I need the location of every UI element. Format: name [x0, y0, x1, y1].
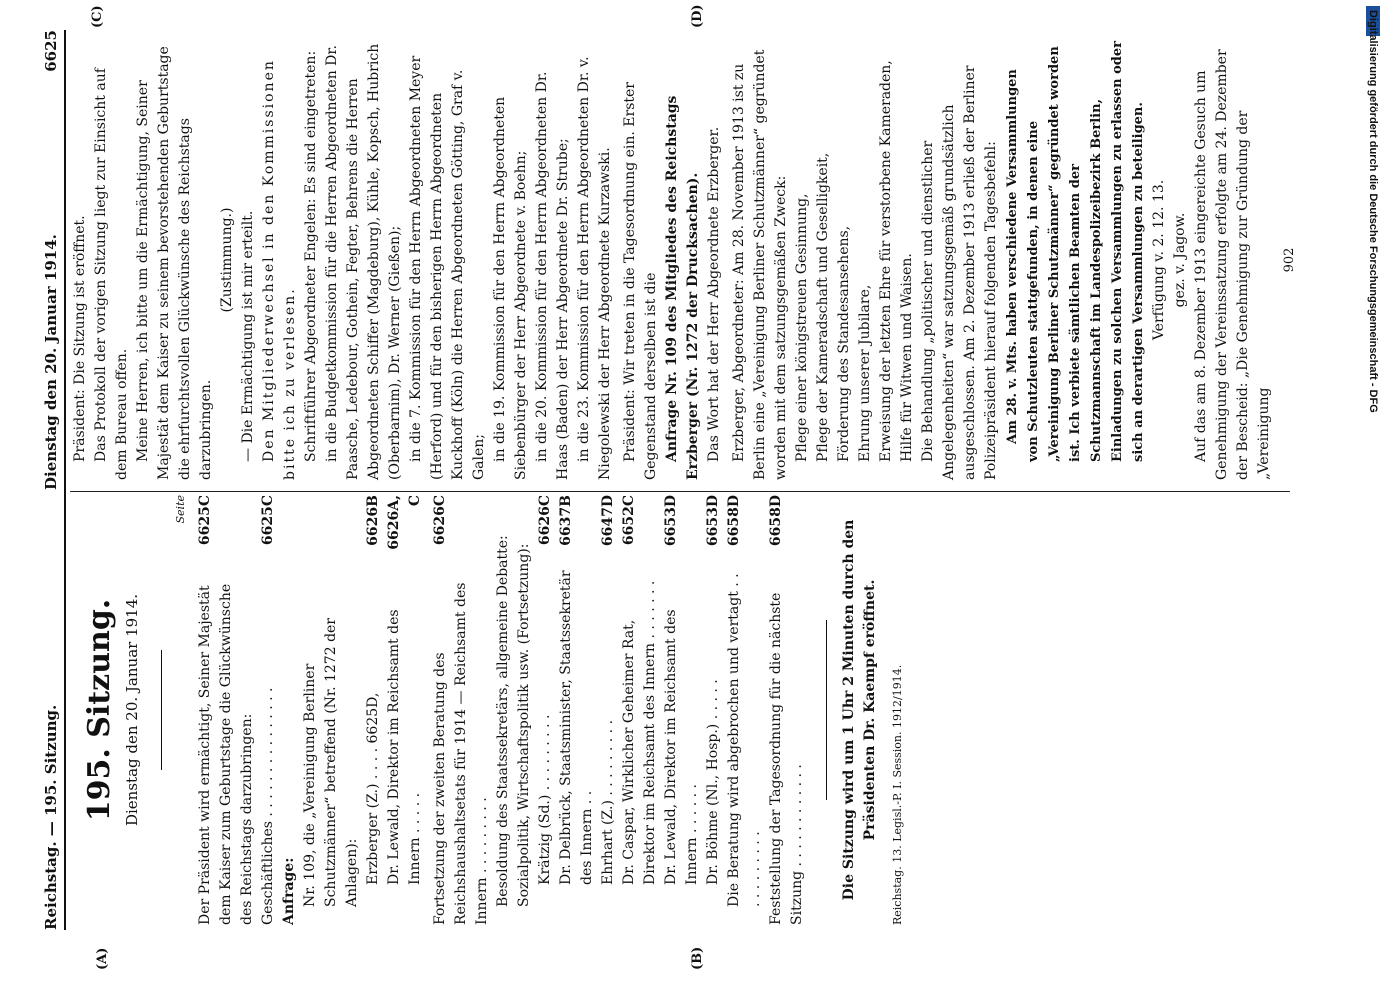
- para: Das Protokoll der vorigen Sitzung liegt zur Einsicht auf dem Bureau offen.: [93, 68, 130, 480]
- para: in die 23. Kommission für den Herrn Abgeordneten Dr. v. Niegolewski der Herr Abgeordnete Kurzawski.: [576, 56, 613, 480]
- toc-text: Nr. 109, die „Vereinigung Berliner Schutzmänner“ betreffend (Nr. 1272 der Anlagen):: [302, 617, 360, 907]
- title-rule: [161, 650, 162, 770]
- toc-entry: [766, 495, 808, 925]
- toc-text: Die Beratung wird abgebrochen und vertagt . . . . . . . . . . .: [726, 573, 763, 907]
- verfuegung: Verfügung v. 2. 12. 13.: [1151, 179, 1167, 341]
- list-item: Ehrung unserer Jubilare,: [857, 284, 873, 462]
- toc-entry: [703, 495, 724, 925]
- marker-b: (B): [690, 946, 705, 970]
- toc-text: Dr. Lewald, Direktor im Reichsamt des Innern . . . . .: [386, 609, 423, 885]
- para: Auf das am 8. Dezember 1913 eingereichte Gesuch um Genehmigung der Vereinssatzung erfolgte am 24. Dezember der Bescheid: „Die Genehmigung zur Gründung der „Vereinigung: [1193, 49, 1272, 480]
- toc-entry: [535, 495, 556, 925]
- footer-session: Reichstag. 13. Legisl.-P. I. Session. 1912/1914.: [891, 664, 904, 925]
- para: Am 28. v. Mts. haben verschiedene Versammlungen von Schutzleuten stattgefunden, in denen eine „Vereinigung Berliner Schutzmänner“ gegründet worden ist. Ich verbiete sämtlichen Beamten der Schutzmannschaft im Landespolizeibezirk Berlin, Einladungen zu solchen Versammlungen zu erlassen oder sich an derartigen Versammlungen zu beteiligen.: [1005, 41, 1146, 462]
- toc-ref: 6625C: [260, 495, 276, 546]
- toc-entry: [195, 495, 258, 925]
- column-divider: [70, 491, 1290, 492]
- toc-ref: 6626C: [537, 495, 553, 546]
- toc-entry: [619, 495, 661, 925]
- toc-text: Der Präsident wird ermächtigt, Seiner Majestät dem Kaiser zum Geburtstage die Glückwünsche des Reichstags darzubringen:: [197, 583, 255, 925]
- right-column: [70, 40, 1300, 480]
- toc-ref: [300, 495, 363, 565]
- toc-entry: [661, 495, 703, 925]
- para: — Die Ermächtigung ist mir erteilt.: [240, 210, 256, 462]
- toc-text: Fortsetzung der zweiten Beratung des Reichshaushaltsetats für 1914 — Reichsamt des Innern . . . . . . . . .: [432, 582, 490, 925]
- toc-text: Dr. Lewald, Direktor im Reichsamt des Innern . . . . . .: [663, 609, 700, 885]
- toc-entry: [556, 495, 598, 925]
- para: Präsident: Wir treten in die Tagesordnung ein. Erster Gegenstand derselben ist die: [622, 82, 659, 480]
- toc-entry: [300, 495, 363, 925]
- toc-ref: 6647D: [600, 495, 616, 547]
- list-item: Pflege der Kameradschaft und Geselligkeit,: [815, 152, 831, 462]
- session-date: Dienstag den 20. Januar 1914.: [123, 593, 141, 827]
- toc-entry: [363, 495, 384, 925]
- closing-rule: [826, 620, 827, 800]
- toc-ref: 6652C: [621, 495, 637, 546]
- credit-text: Digitalisierung gefördert durch die Deutsche Forschungsgemeinschaft - DFG: [1367, 10, 1379, 413]
- toc-ref: 6626A, C: [386, 495, 423, 550]
- besoldung-text: Besoldung des Staatssekretärs, allgemeine Debatte: Sozialpolitik, Wirtschaftspolitik usw. (Fortsetzung):: [495, 535, 532, 907]
- toc-ref: 6653D: [663, 495, 679, 547]
- para: in die 19. Kommission für den Herrn Abgeordneten Siebenbürger der Herr Abgeordnete v. Boehn;: [492, 96, 529, 480]
- para: Das Wort hat der Herr Abgeordnete Erzberger.: [706, 126, 722, 462]
- toc-ref: 6658D: [768, 495, 784, 547]
- anfrage-heading: Anfrage:: [281, 857, 297, 925]
- toc-entry: [258, 495, 279, 925]
- toc-ref: 6626C: [432, 495, 448, 546]
- list-item: Pflege einer königstreuen Gesinnung,: [794, 193, 810, 462]
- list-item: Hilfe für Witwen und Waisen.: [899, 253, 915, 462]
- signature: gez. v. Jagow.: [1172, 212, 1188, 308]
- para: in die 20. Kommission für den Herrn Abgeordneten Dr. Haas (Baden) der Herr Abgeordnete Dr. Strube;: [534, 71, 571, 480]
- toc-text: Feststellung der Tagesordnung für die nächste Sitzung . . . . . . . . . . . .: [768, 592, 805, 925]
- para: Die Behandlung „politischer und dienstlicher Angelegenheiten“ war satzungsgemäß grundsätzlich ausgeschlossen. Am 2. Dezember 1913 erließ der Berliner Polizeipräsident hierauf folgenden Tagesbefehl:: [920, 65, 999, 480]
- para: in die 7. Kommission für den Herrn Abgeordneten Meyer (Herford) und für den bisherigen Herrn Abgeordneten Kuckhoff (Köln) die Herren Abgeordneten Götting, Graf v. Galen;: [408, 55, 487, 480]
- opening-note: Die Sitzung wird um 1 Uhr 2 Minuten durch den Präsidenten Dr. Kaempf eröffnet.: [841, 519, 878, 901]
- toc-text: Dr. Caspar, Wirklicher Geheimer Rat, Direktor im Reichsamt des Innern . . . . . . .: [621, 580, 658, 885]
- header-left: Reichstag. — 195. Sitzung.: [42, 704, 60, 930]
- list-item: Förderung des Standesansehens,: [836, 225, 852, 462]
- marker-a: (A): [95, 947, 110, 970]
- marker-c: (C): [90, 5, 105, 28]
- toc-text: Ehrhart (Z.) . . . . . . . . .: [600, 719, 616, 885]
- session-title: 195. Sitzung.: [82, 598, 117, 822]
- toc-text: Erzberger (Z.) . . . . 6625D,: [365, 692, 381, 885]
- toc-text: Geschäftliches . . . . . . . . . . . . . . .: [260, 687, 276, 925]
- toc-ref: 6653D: [705, 495, 721, 547]
- toc-ref: 6637B: [558, 495, 574, 546]
- side-credit: [1365, 10, 1379, 990]
- para: Den Mitgliederwechsel in den Kommissionen bitte ich zu verlesen.: [261, 59, 298, 480]
- toc-ref: 6658D: [726, 495, 742, 547]
- toc-text: Dr. Böhme (Nl., Hosp.) . . . . .: [705, 679, 721, 885]
- toc-entry: [724, 495, 766, 925]
- toc-entry: [384, 495, 426, 925]
- para: Schriftführer Abgeordneter Engelen: Es sind eingetreten:: [303, 50, 319, 462]
- para: Meine Herren, ich bitte um die Ermächtigung, Seiner Majestät dem Kaiser zu seinem bevorstehenden Geburtstage die ehrfurchtsvollen Glückwünsche des Reichstags darzubringen.: [135, 46, 214, 480]
- para: Präsident: Die Sitzung ist eröffnet.: [72, 215, 88, 462]
- zustimmung: (Zustimmung.): [219, 207, 235, 313]
- page-number: 6625: [42, 30, 60, 72]
- toc-text: Krätzig (Sd.) . . . . . . . . .: [537, 714, 553, 885]
- page-header: [20, 30, 66, 930]
- para: Erzberger, Abgeordneter: Am 28. November 1913 ist zu Berlin eine „Vereinigung Berliner Schutzmänner“ gegründet worden mit dem satzungsgemäßen Zweck:: [731, 49, 789, 480]
- header-date: Dienstag den 20. Januar 1914.: [42, 234, 60, 490]
- toc-entry: [598, 495, 619, 925]
- marker-d: (D): [690, 4, 705, 28]
- left-column: [70, 495, 908, 925]
- para: in die Budgetkommission für die Herren Abgeordneten Dr. Paasche, Ledebour, Gothein, Fegter, Behrens die Herren Abgeordneten Schiffer (Magdeburg), Kühle, Kopsch, Hubrich (Oberbarnim), Dr. Werner (Gießen);: [324, 43, 403, 480]
- toc-text: Dr. Delbrück, Staatsminister, Staatssekretär des Innern . .: [558, 570, 595, 885]
- toc-ref: 6626B: [365, 495, 381, 546]
- sheet-number: 902: [1282, 247, 1297, 273]
- list-item: Erweisung der letzten Ehre für verstorbene Kameraden,: [878, 60, 894, 462]
- para: Anfrage Nr. 109 des Mitgliedes des Reichstags Erzberger (Nr. 1272 der Drucksachen).: [664, 95, 701, 480]
- toc-entry: [430, 495, 493, 925]
- seite-label: Seite: [174, 495, 187, 524]
- toc-ref: 6625C: [197, 495, 213, 546]
